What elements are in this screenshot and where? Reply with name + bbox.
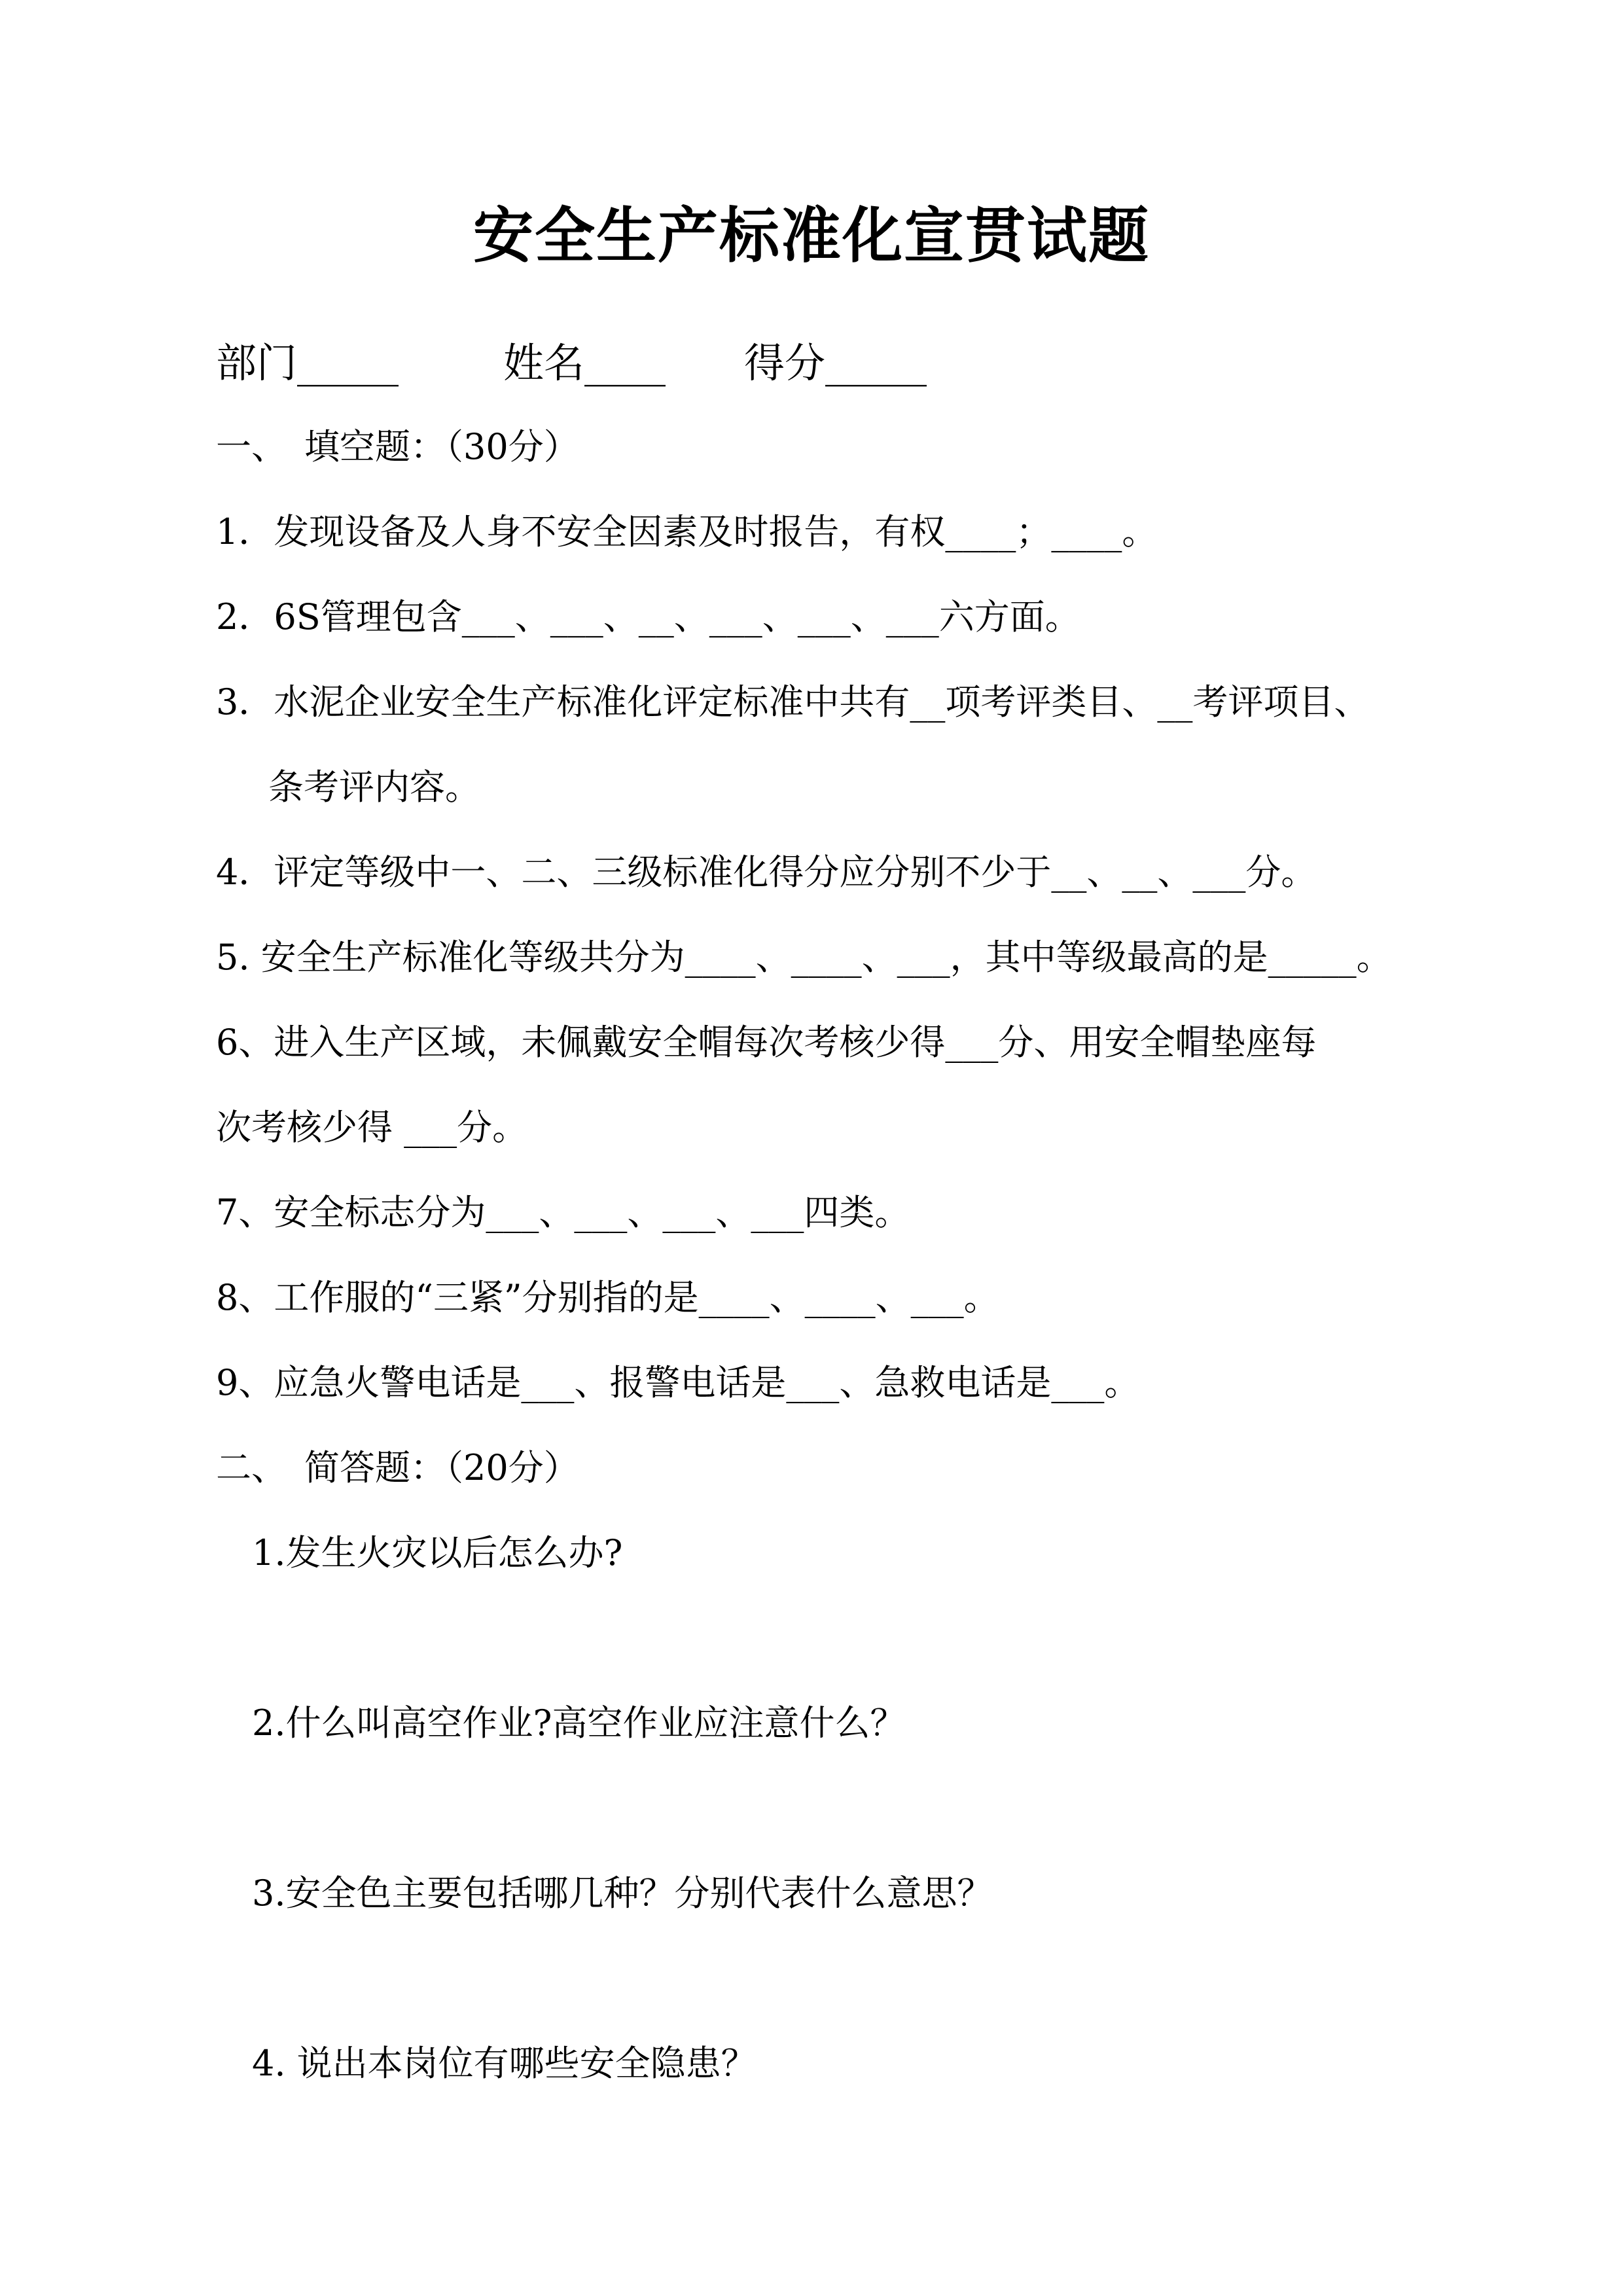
- question-7: 7、安全标志分为___、___、___、___四类。: [216, 1192, 910, 1233]
- question-6-continued: 次考核少得 ___分。: [216, 1107, 528, 1148]
- short-answer-2: 2.什么叫高空作业?高空作业应注意什么？: [252, 1702, 906, 1744]
- short-answer-3: 3.安全色主要包括哪几种？分别代表什么意思？: [252, 1873, 993, 1914]
- short-answer-1: 1.发生火灾以后怎么办?: [252, 1532, 623, 1573]
- question-3-continued: 条考评内容。: [268, 766, 480, 808]
- name-field: 姓名____: [503, 339, 666, 387]
- page-title: 安全生产标准化宣贯试题: [473, 200, 1150, 271]
- question-3: 3．水泥企业安全生产标准化评定标准中共有__项考评类目、__考评项目、: [216, 681, 1370, 723]
- question-6: 6、进入生产区域，未佩戴安全帽每次考核少得___分、用安全帽垫座每: [216, 1022, 1317, 1063]
- section-heading-short-answer: 二、 简答题：（20分）: [216, 1447, 579, 1488]
- short-answer-4: 4. 说出本岗位有哪些安全隐患？: [252, 2043, 757, 2084]
- section-heading-fill-blank: 一、 填空题：（30分）: [216, 426, 579, 467]
- question-9: 9、应急火警电话是___、报警电话是___、急救电话是___。: [216, 1362, 1140, 1403]
- question-2: 2．6S管理包含___、___、__、___、___、___六方面。: [216, 596, 1080, 637]
- question-5: 5. 安全生产标准化等级共分为____、____、___，其中等级最高的是_____。: [216, 937, 1392, 978]
- score-field: 得分_____: [744, 339, 927, 387]
- info-row: [216, 337, 927, 389]
- question-8: 8、工作服的“三紧”分别指的是____、____、___。: [216, 1277, 999, 1318]
- question-4: 4．评定等级中一、二、三级标准化得分应分别不少于__、__、___分。: [216, 852, 1317, 893]
- department-field: 部门_____: [216, 339, 399, 387]
- question-1: 1．发现设备及人身不安全因素及时报告，有权____；____。: [216, 511, 1158, 552]
